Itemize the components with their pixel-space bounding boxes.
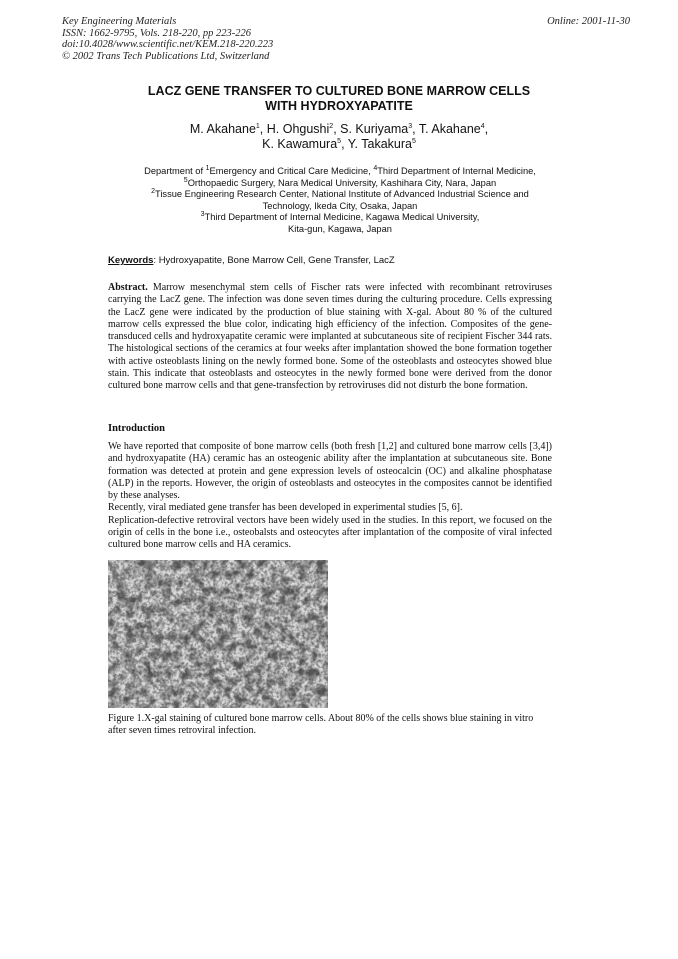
online-date: Online: 2001-11-30	[547, 16, 630, 27]
keywords	[108, 255, 395, 266]
figure-caption: Figure 1.X-gal staining of cultured bone marrow cells. About 80% of the cells shows blue staining in vitro after seven times retroviral infection.	[108, 713, 534, 737]
author-sep: ,	[341, 137, 348, 151]
abstract-text: Marrow mesenchymal stem cells of Fischer rats were infected with recombinant retroviruses carrying the LacZ gene. The infection was done seven times during the culturing procedure. Cells expressing the LacZ gene were indicated by the production of blue staining with X-gal. About 80 % of the cultured marrow cells expressed the blue color, indicating high efficiency of the infection. Composites of the gene-transduced cells and hydroxyapatite ceramic were implanted at subcutaneous site of recipient Fischer 344 rats. The histological sections of the ceramics at four weeks after implantation showed the bone formation together with active osteoblasts lining on the newly formed bone. Some of the osteoblasts and osteocytes showed blue stain. This indicate that osteoblasts and osteocytes in the newly formed bone were derived from the donor cultured bone marrow cells and that gene-transfection by retroviruses did not disturb the bone formation.	[108, 282, 552, 392]
paper-title	[90, 84, 588, 114]
section-heading-introduction: Introduction	[108, 423, 165, 434]
author-sep: ,	[484, 122, 489, 136]
issn-line: ISSN: 1662-9795, Vols. 218-220, pp 223-226	[62, 27, 251, 39]
affil-sup: 3	[200, 211, 205, 219]
affiliation-line	[92, 166, 588, 178]
running-header	[62, 16, 630, 62]
author-line-1	[90, 122, 588, 137]
author-sep: ,	[333, 122, 341, 136]
introduction-body	[108, 441, 552, 552]
doi-line: doi:10.4028/www.scientific.net/KEM.218-220.223	[62, 39, 274, 50]
author-name: T. Akahane	[418, 122, 481, 136]
author-sup: 5	[411, 137, 416, 145]
title-line-1: LACZ GENE TRANSFER TO CULTURED BONE MARROW CELLS	[147, 84, 531, 98]
affiliation-line: Technology, Ikeda City, Osaka, Japan	[262, 200, 418, 211]
keywords-label: Keywords	[108, 255, 154, 266]
keywords-text: Hydroxyapatite, Bone Marrow Cell, Gene Transfer, LacZ	[158, 255, 395, 266]
abstract	[108, 282, 552, 393]
author-name: S. Kuriyama	[340, 122, 409, 136]
abstract-label: Abstract.	[108, 282, 148, 293]
author-name: M. Akahane	[189, 122, 256, 136]
intro-paragraph: We have reported that composite of bone marrow cells (both fresh [1,2] and cultured bone marrow cells [3,4]) and hydroxyapatite (HA) ceramic has an osteogenic ability after the implantation at subcutaneous site. Bone formation was detected at protein and gene expression levels of osteocalcin (OC) and alkaline phosphatase (ALP) in the reports. However, the origin of osteoblasts and osteocytes in the composites cannot be identified by these analyses.	[108, 441, 552, 502]
author-sep: ,	[412, 122, 419, 136]
affil-text: Emergency and Critical Care Medicine,	[209, 166, 374, 176]
author-name: H. Ohgushi	[266, 122, 330, 136]
affiliation-line: Kita-gun, Kagawa, Japan	[288, 223, 392, 234]
title-line-2: WITH HYDROXYAPATITE	[265, 99, 413, 113]
author-name: Y. Takakura	[347, 137, 412, 151]
copyright-line: © 2002 Trans Tech Publications Ltd, Switzerland	[62, 50, 270, 62]
author-sep: ,	[259, 122, 267, 136]
affil-text: Third Department of Internal Medicine,	[377, 166, 536, 176]
author-list	[90, 122, 588, 152]
author-sup: 4	[480, 122, 485, 130]
keywords-colon: :	[153, 255, 159, 266]
author-sup: 2	[329, 122, 334, 130]
affil-text: Department of	[144, 166, 206, 176]
affil-sup: 2	[151, 188, 156, 196]
journal-name: Key Engineering Materials	[62, 16, 177, 27]
affil-text: Third Department of Internal Medicine, Kagawa Medical University,	[204, 212, 480, 223]
affil-text: Orthopaedic Surgery, Nara Medical University, Kashihara City, Nara, Japan	[187, 177, 497, 188]
intro-paragraph: Recently, viral mediated gene transfer has been developed in experimental studies [5, 6].	[108, 502, 463, 514]
affiliation-line	[92, 178, 588, 190]
affiliation-line	[92, 212, 588, 224]
author-name: K. Kawamura	[262, 137, 338, 151]
author-sup: 5	[337, 137, 342, 145]
author-sup: 1	[255, 122, 260, 130]
affil-text: Tissue Engineering Research Center, National Institute of Advanced Industrial Science and	[155, 189, 529, 200]
affiliations	[92, 166, 588, 236]
author-line-2	[90, 137, 588, 152]
intro-paragraph: Replication-defective retroviral vectors have been widely used in the studies. In this report, we focused on the origin of cells in the bone i.e., osteobalsts and osteocytes after implantation of the composite of viral infected cultured bone marrow cells and HA ceramics.	[108, 514, 552, 551]
figure-1-micrograph	[108, 560, 328, 708]
author-sup: 3	[408, 122, 413, 130]
affil-sup: 4	[373, 164, 378, 172]
affiliation-line	[92, 189, 588, 201]
micrograph-image	[108, 560, 328, 708]
affil-sup: 5	[183, 176, 188, 184]
affil-sup: 1	[205, 164, 210, 172]
